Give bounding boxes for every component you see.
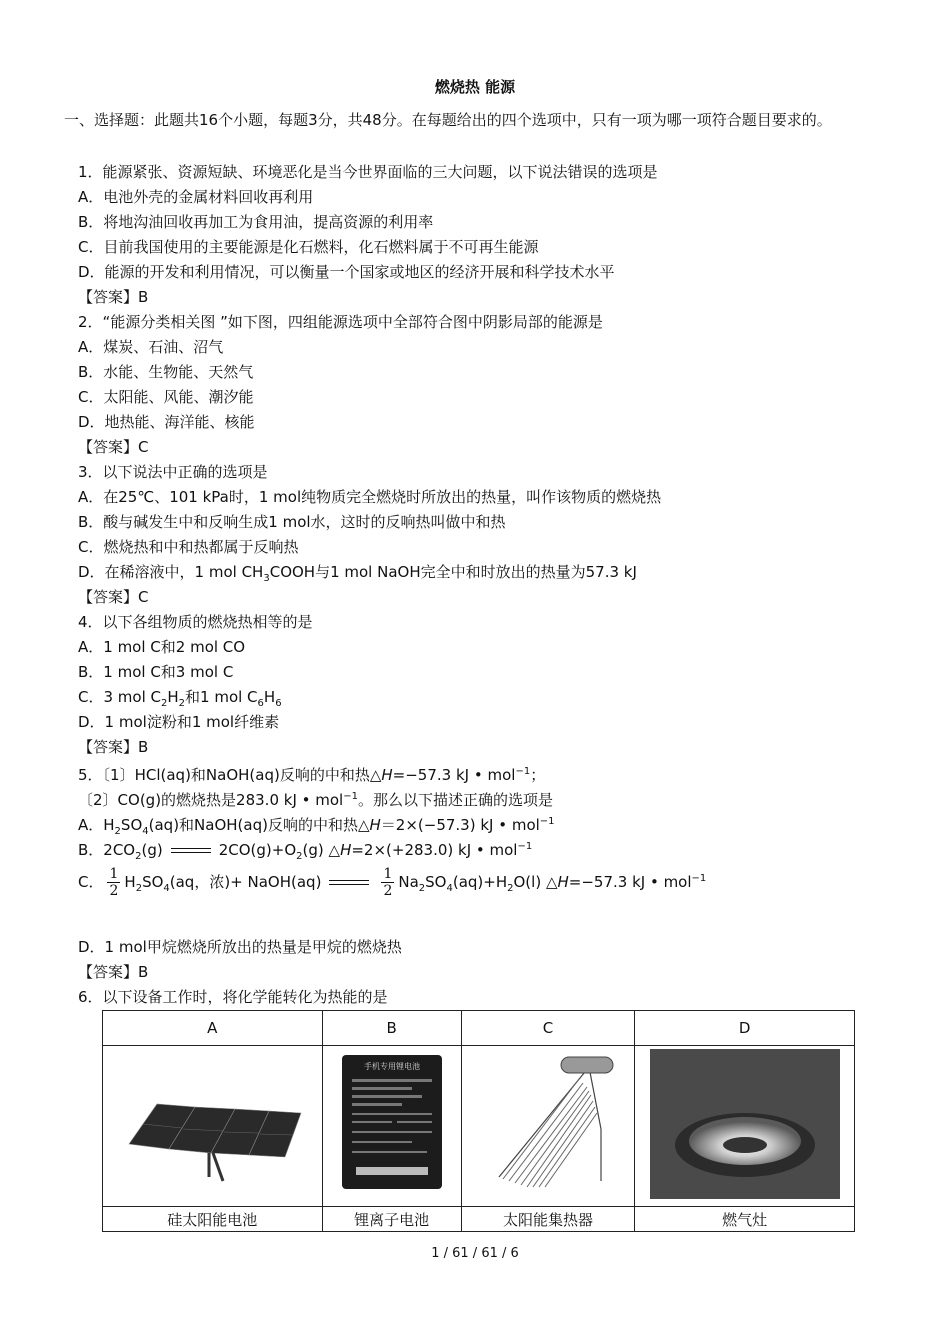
caption-c: 太阳能集热器	[461, 1207, 635, 1232]
q1-option-c: C．目前我国使用的主要能源是化石燃料，化石燃料属于不可再生能源	[78, 238, 539, 256]
q6-stem: 6．以下设备工作时，将化学能转化为热能的是	[78, 988, 388, 1006]
table-header-c: C	[461, 1011, 635, 1046]
q6-options-table	[102, 1010, 855, 1232]
q3-option-a: A．在25℃、101 kPa时，1 mol纯物质完全燃烧时所放出的热量，叫作该物质的燃烧热	[78, 488, 662, 506]
q2-option-d: D．地热能、海洋能、核能	[78, 413, 255, 431]
fraction-half: $\frac{1}{2}$	[109, 866, 119, 899]
q2-option-a: A．煤炭、石油、沼气	[78, 338, 224, 356]
q3-option-c: C．燃烧热和中和热都属于反响热	[78, 538, 299, 556]
caption-b: 锂离子电池	[322, 1207, 461, 1232]
reaction-equals-sign	[329, 880, 369, 885]
q5-option-a: A．$H_2SO_4(aq)$和NaOH(aq)反响的中和热△H＝2×(−57.3) kJ • mol$^{-1}$	[78, 816, 555, 837]
q1-stem: 1．能源紧张、资源短缺、环境恶化是当今世界面临的三大问题，以下说法错误的选项是	[78, 163, 658, 181]
q2-option-b: B．水能、生物能、天然气	[78, 363, 254, 381]
q3-stem: 3．以下说法中正确的选项是	[78, 463, 268, 481]
q1-answer: 【答案】B	[78, 288, 149, 306]
q4-option-a: A．1 mol C和2 mol CO	[78, 638, 246, 656]
q3-option-d: D．在稀溶液中，1 mol $CH_3COOH$与1 mol NaOH完全中和时放出的热量为57.3 kJ	[78, 563, 637, 584]
q1-option-b: B．将地沟油回收再加工为食用油，提高资源的利用率	[78, 213, 434, 231]
q4-answer: 【答案】B	[78, 738, 149, 756]
q2-option-c: C．太阳能、风能、潮汐能	[78, 388, 254, 406]
q4-option-d: D．1 mol淀粉和1 mol纤维素	[78, 713, 280, 731]
q3-answer: 【答案】C	[78, 588, 149, 606]
q5-option-d: D．1 mol甲烷燃烧所放出的热量是甲烷的燃烧热	[78, 938, 402, 956]
gas-stove-image	[635, 1046, 855, 1207]
q5-stem-2: 〔2〕CO(g)的燃烧热是283.0 kJ • mol$^{-1}$。那么以下描述正确的选项是	[78, 791, 553, 809]
q5-option-b: B．$2CO_2(g)$ $2CO(g)+O_2(g)$ △H=2×(+283.0) kJ • mol$^{-1}$	[78, 841, 533, 862]
q1-option-d: D．能源的开发和利用情况，可以衡量一个国家或地区的经济开展和科学技术水平	[78, 263, 615, 281]
table-header-a: A	[103, 1011, 323, 1046]
q3-option-b: B．酸与碱发生中和反响生成1 mol水，这时的反响热叫做中和热	[78, 513, 506, 531]
document-title: 燃烧热 能源	[434, 78, 516, 96]
q1-option-a: A．电池外壳的金属材料回收再利用	[78, 188, 314, 206]
reaction-equals-sign	[171, 848, 211, 853]
q5-option-c: C． $\frac{1}{2}$ $H_2SO_4(aq$，浓)+ NaOH(aq) $\frac{1}{2}$ $Na_2SO_4(aq)+H_2O(l)$ △H=−57.3 kJ • mol$^{-1}$	[78, 866, 707, 899]
page-footer: 1 / 61 / 61 / 6	[431, 1246, 519, 1261]
lithium-battery-image	[322, 1046, 461, 1207]
section-intro: 一、选择题：此题共16个小题，每题3分，共48分。在每题给出的四个选项中，只有一项为哪一项符合题目要求的。	[64, 111, 832, 129]
table-header-d: D	[635, 1011, 855, 1046]
caption-d: 燃气灶	[635, 1207, 855, 1232]
fraction-half: $\frac{1}{2}$	[383, 866, 393, 899]
solar-panel-image	[103, 1046, 323, 1207]
battery-label: 手机专用锂电池	[363, 1062, 420, 1071]
q4-option-c: C．3 mol $C_2H_2$和1 mol $C_6H_6$	[78, 688, 282, 709]
q2-answer: 【答案】C	[78, 438, 149, 456]
q5-answer: 【答案】B	[78, 963, 149, 981]
table-header-b: B	[322, 1011, 461, 1046]
q5-stem-1: 5．〔1〕HCl(aq)和NaOH(aq)反响的中和热△H=−57.3 kJ • mol$^{-1}$；	[78, 766, 546, 784]
caption-a: 硅太阳能电池	[103, 1207, 323, 1232]
solar-heater-image	[461, 1046, 635, 1207]
q2-stem: 2．“能源分类相关图 ”如下图，四组能源选项中全部符合图中阴影局部的能源是	[78, 313, 603, 331]
q4-stem: 4．以下各组物质的燃烧热相等的是	[78, 613, 313, 631]
q4-option-b: B．1 mol C和3 mol C	[78, 663, 234, 681]
